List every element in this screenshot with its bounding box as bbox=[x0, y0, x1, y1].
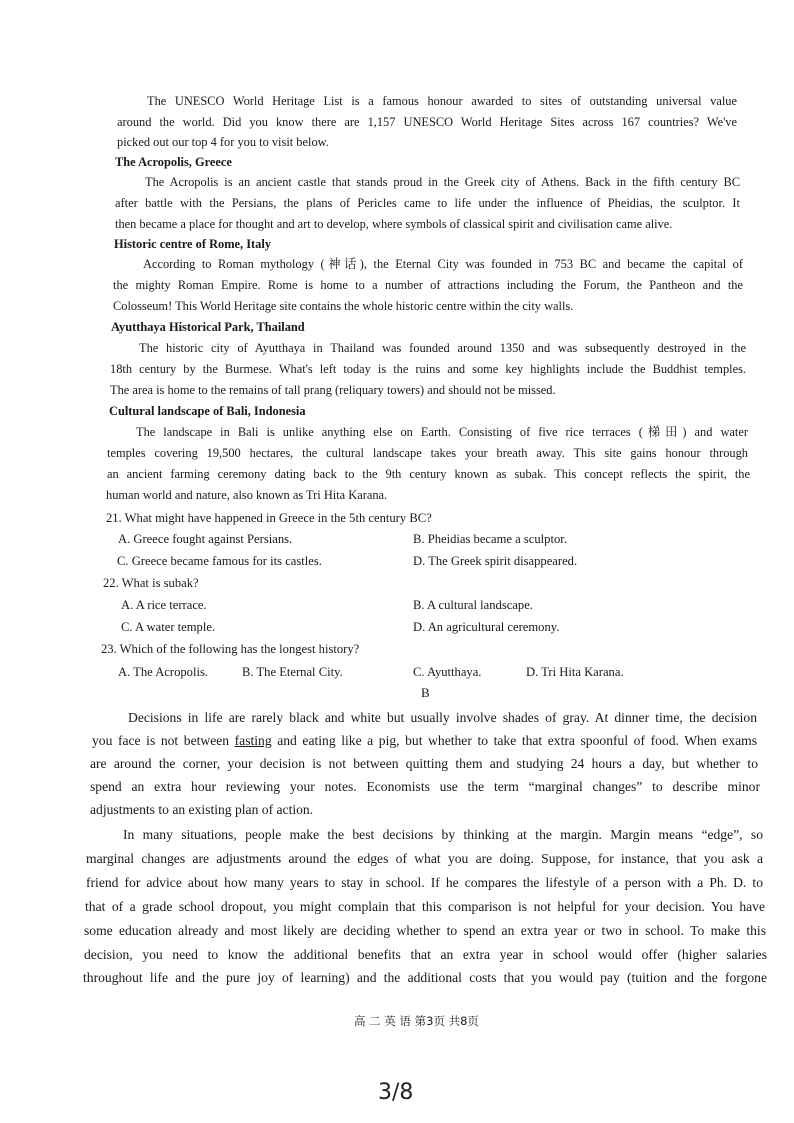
site-text-line: then became a place for thought and art to develop, where symbols of classical spirit and civilisation came alive. bbox=[115, 217, 673, 231]
question-21-option-c[interactable]: C. Greece became famous for its castles. bbox=[117, 554, 322, 568]
question-21-option-a[interactable]: A. Greece fought against Persians. bbox=[118, 532, 293, 546]
passage-b-line: marginal changes are adjustments around the edges of what you are doing. Suppose, for instance, that you ask a bbox=[86, 851, 763, 866]
question-22-option-a[interactable]: A. A rice terrace. bbox=[121, 598, 207, 612]
passage-b-line: some education already and most likely are deciding whether to spend an extra year or two in school. To make this bbox=[84, 923, 766, 938]
site-text-line: According to Roman mythology (神话), the Eternal City was founded in 753 BC and became the capital of bbox=[143, 257, 743, 271]
site-text-line: after battle with the Persians, the plans of Pericles came to life under the influence of Pheidias, the sculptor. It bbox=[115, 196, 740, 210]
passage-b-text: and eating like a pig, but whether to take that extra spoonful of food. When exams bbox=[271, 733, 757, 748]
site-text-line: The historic city of Ayutthaya in Thailand was founded around 1350 and was subsequently destroyed in the bbox=[139, 341, 746, 355]
page-indicator: 3/8 bbox=[378, 1080, 414, 1105]
passage-b-text: you face is not between bbox=[92, 733, 235, 748]
passage-b-line bbox=[92, 729, 757, 752]
site-heading-acropolis: The Acropolis, Greece bbox=[115, 155, 232, 169]
site-text-line: the mighty Roman Empire. Rome is home to a number of attractions including the Forum, the Pantheon and the bbox=[113, 278, 743, 292]
passage-b-line: friend for advice about how many years to stay in school. If he compares the lifestyle of a person with a Ph. D. to bbox=[86, 875, 763, 890]
question-23-option-a[interactable]: A. The Acropolis. bbox=[118, 665, 209, 679]
question-22-option-c[interactable]: C. A water temple. bbox=[121, 620, 216, 634]
passage-b-line: decision, you need to know the additional benefits that an extra year in school would offer (higher salaries bbox=[84, 947, 767, 962]
passage-b-line: Decisions in life are rarely black and white but usually involve shades of gray. At dinner time, the decision bbox=[128, 710, 757, 725]
site-text-line: human world and nature, also known as Tri Hita Karana. bbox=[106, 488, 388, 502]
question-21-option-b[interactable]: B. Pheidias became a sculptor. bbox=[413, 532, 567, 546]
intro-line-3: picked out our top 4 for you to visit below. bbox=[117, 135, 329, 149]
site-heading-rome: Historic centre of Rome, Italy bbox=[114, 237, 272, 251]
passage-b-line: In many situations, people make the best decisions by thinking at the margin. Margin means “edge”, so bbox=[123, 827, 763, 842]
passage-b-line: throughout life and the pure joy of learning) and the additional costs that you would pay (tuition and the forgone bbox=[83, 970, 767, 985]
site-text-line: temples covering 19,500 hectares, the cultural landscape takes your breath away. This site gains honour through bbox=[107, 446, 748, 460]
site-text-line: Colosseum! This World Heritage site contains the whole historic centre within the city walls. bbox=[113, 299, 574, 313]
question-22-option-d[interactable]: D. An agricultural ceremony. bbox=[413, 620, 560, 634]
question-21-option-d[interactable]: D. The Greek spirit disappeared. bbox=[413, 554, 578, 568]
passage-b-line: that of a grade school dropout, you might complain that this comparison is not helpful for your decision. You have bbox=[85, 899, 765, 914]
passage-b-line: are around the corner, your decision is not between quitting them and studying 24 hours a day, but whether to bbox=[90, 756, 758, 771]
question-22-stem: 22. What is subak? bbox=[103, 576, 199, 590]
site-text-line: The landscape in Bali is unlike anything else on Earth. Consisting of five rice terraces (梯田) and water bbox=[136, 425, 748, 439]
question-23-stem: 23. Which of the following has the longest history? bbox=[101, 642, 360, 656]
passage-b-line: spend an extra hour reviewing your notes. Economists use the term “marginal changes” to describe minor bbox=[90, 779, 760, 794]
question-23-option-d[interactable]: D. Tri Hita Karana. bbox=[526, 665, 624, 679]
intro-line-1: The UNESCO World Heritage List is a famous honour awarded to sites of outstanding universal value bbox=[147, 94, 737, 108]
question-23-option-b[interactable]: B. The Eternal City. bbox=[242, 665, 343, 679]
question-23-option-c[interactable]: C. Ayutthaya. bbox=[413, 665, 482, 679]
question-21-stem: 21. What might have happened in Greece in the 5th century BC? bbox=[106, 511, 432, 525]
page-footer: 高 二 英 语 第3页 共8页 bbox=[354, 1014, 479, 1028]
site-text-line: The Acropolis is an ancient castle that stands proud in the Greek city of Athens. Back in the fifth century BC bbox=[145, 175, 740, 189]
section-label-b: B bbox=[421, 685, 430, 700]
site-heading-bali: Cultural landscape of Bali, Indonesia bbox=[109, 404, 306, 418]
site-heading-ayutthaya: Ayutthaya Historical Park, Thailand bbox=[111, 320, 305, 334]
passage-b-line: adjustments to an existing plan of action. bbox=[90, 802, 314, 817]
underlined-word-fasting: fasting bbox=[234, 733, 272, 748]
question-22-option-b[interactable]: B. A cultural landscape. bbox=[413, 598, 533, 612]
site-text-line: 18th century by the Burmese. What's left today is the ruins and some key highlights include the Buddhist temples. bbox=[110, 362, 746, 376]
site-text-line: an ancient farming ceremony dating back to the 9th century known as subak. This concept reflects the spirit, the bbox=[107, 467, 750, 481]
site-text-line: The area is home to the remains of tall prang (reliquary towers) and should not be missed. bbox=[110, 383, 556, 397]
intro-line-2: around the world. Did you know there are 1,157 UNESCO World Heritage Sites across 167 countries? We've bbox=[117, 115, 737, 129]
